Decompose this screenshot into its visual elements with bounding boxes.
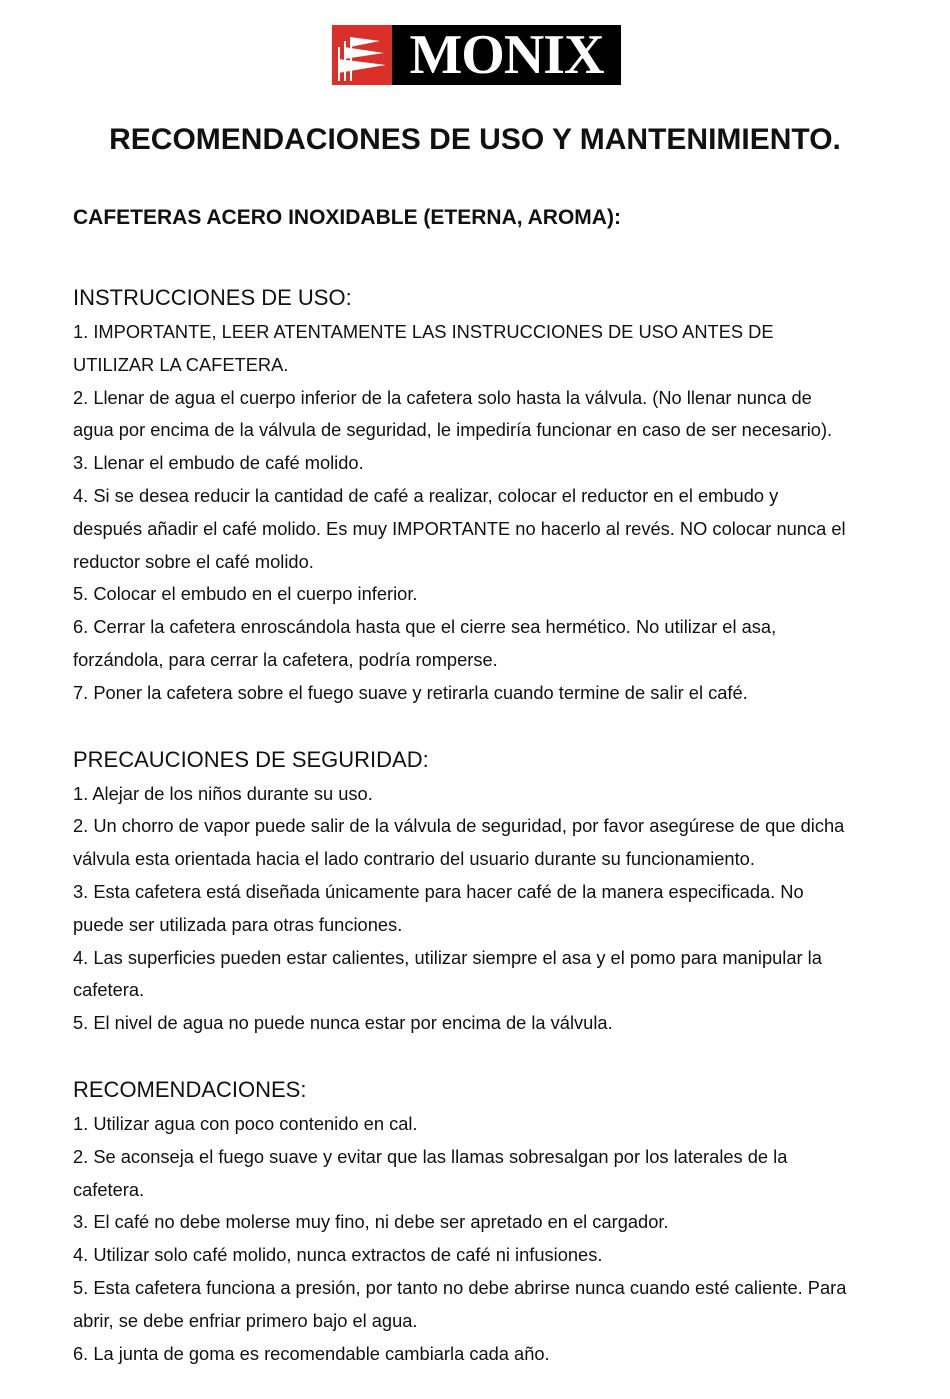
text-line: abrir, se debe enfriar primero bajo el agua.	[73, 1309, 418, 1331]
text-line: cafetera.	[73, 1178, 145, 1200]
text-line: 4. Las superficies pueden estar calientes, utilizar siempre el asa y el pomo para manipular la	[73, 946, 822, 968]
text-line: 5. El nivel de agua no puede nunca estar por encima de la válvula.	[73, 1012, 613, 1034]
page-title: RECOMENDACIONES DE USO Y MANTENIMIENTO.	[109, 123, 841, 156]
document-body	[73, 120, 903, 1370]
text-line: puede ser utilizada para otras funciones.	[73, 913, 403, 935]
text-line: 2. Llenar de agua el cuerpo inferior de la cafetera solo hasta la válvula. (No llenar nunca de	[73, 386, 812, 408]
text-line: 4. Utilizar solo café molido, nunca extractos de café ni infusiones.	[73, 1244, 603, 1266]
text-line: 4. Si se desea reducir la cantidad de café a realizar, colocar el reductor en el embudo y	[73, 484, 779, 506]
text-line: 1. Utilizar agua con poco contenido en cal.	[73, 1112, 418, 1134]
text-line: 6. Cerrar la cafetera enroscándola hasta que el cierre sea hermético. No utilizar el asa,	[73, 616, 777, 638]
flags-icon	[332, 25, 392, 85]
text-line: después añadir el café molido. Es muy IMPORTANTE no hacerlo al revés. NO colocar nunca el	[73, 517, 846, 539]
monix-logo	[332, 25, 621, 85]
text-line: 3. Esta cafetera está diseñada únicamente para hacer café de la manera especificada. No	[73, 880, 804, 902]
text-line: agua por encima de la válvula de seguridad, le impediría funcionar en caso de ser necesario).	[73, 419, 833, 441]
section-heading: RECOMENDACIONES:	[73, 1076, 307, 1102]
text-line: UTILIZAR LA CAFETERA.	[73, 353, 289, 375]
text-line: cafetera.	[73, 979, 145, 1001]
logo-wordmark: MONIX	[392, 25, 621, 85]
text-line: 3. Llenar el embudo de café molido.	[73, 452, 364, 474]
section-heading: INSTRUCCIONES DE USO:	[73, 285, 352, 310]
text-line: forzándola, para cerrar la cafetera, podría romperse.	[73, 648, 498, 670]
text-line: válvula esta orientada hacia el lado contrario del usuario durante su funcionamiento.	[73, 848, 755, 870]
text-line: 5. Esta cafetera funciona a presión, por tanto no debe abrirse nunca cuando esté caliente. Para	[73, 1276, 847, 1298]
text-line: 1. IMPORTANTE, LEER ATENTAMENTE LAS INSTRUCCIONES DE USO ANTES DE	[73, 321, 774, 342]
text-line: 2. Un chorro de vapor puede salir de la válvula de seguridad, por favor asegúrese de que dicha	[73, 815, 845, 837]
text-line: reductor sobre el café molido.	[73, 550, 314, 572]
text-line: 6. La junta de goma es recomendable cambiarla cada año.	[73, 1342, 550, 1364]
text-line: 2. Se aconseja el fuego suave y evitar que las llamas sobresalgan por los laterales de la	[73, 1145, 788, 1167]
product-subtitle: CAFETERAS ACERO INOXIDABLE (ETERNA, AROMA):	[73, 206, 621, 229]
text-line: 3. El café no debe molerse muy fino, ni debe ser apretado en el cargador.	[73, 1211, 669, 1233]
text-line: 5. Colocar el embudo en el cuerpo inferior.	[73, 583, 418, 605]
text-line: 1. Alejar de los niños durante su uso.	[73, 782, 373, 804]
text-line: 7. Poner la cafetera sobre el fuego suave y retirarla cuando termine de salir el café.	[73, 681, 748, 703]
section-heading: PRECAUCIONES DE SEGURIDAD:	[73, 746, 429, 772]
